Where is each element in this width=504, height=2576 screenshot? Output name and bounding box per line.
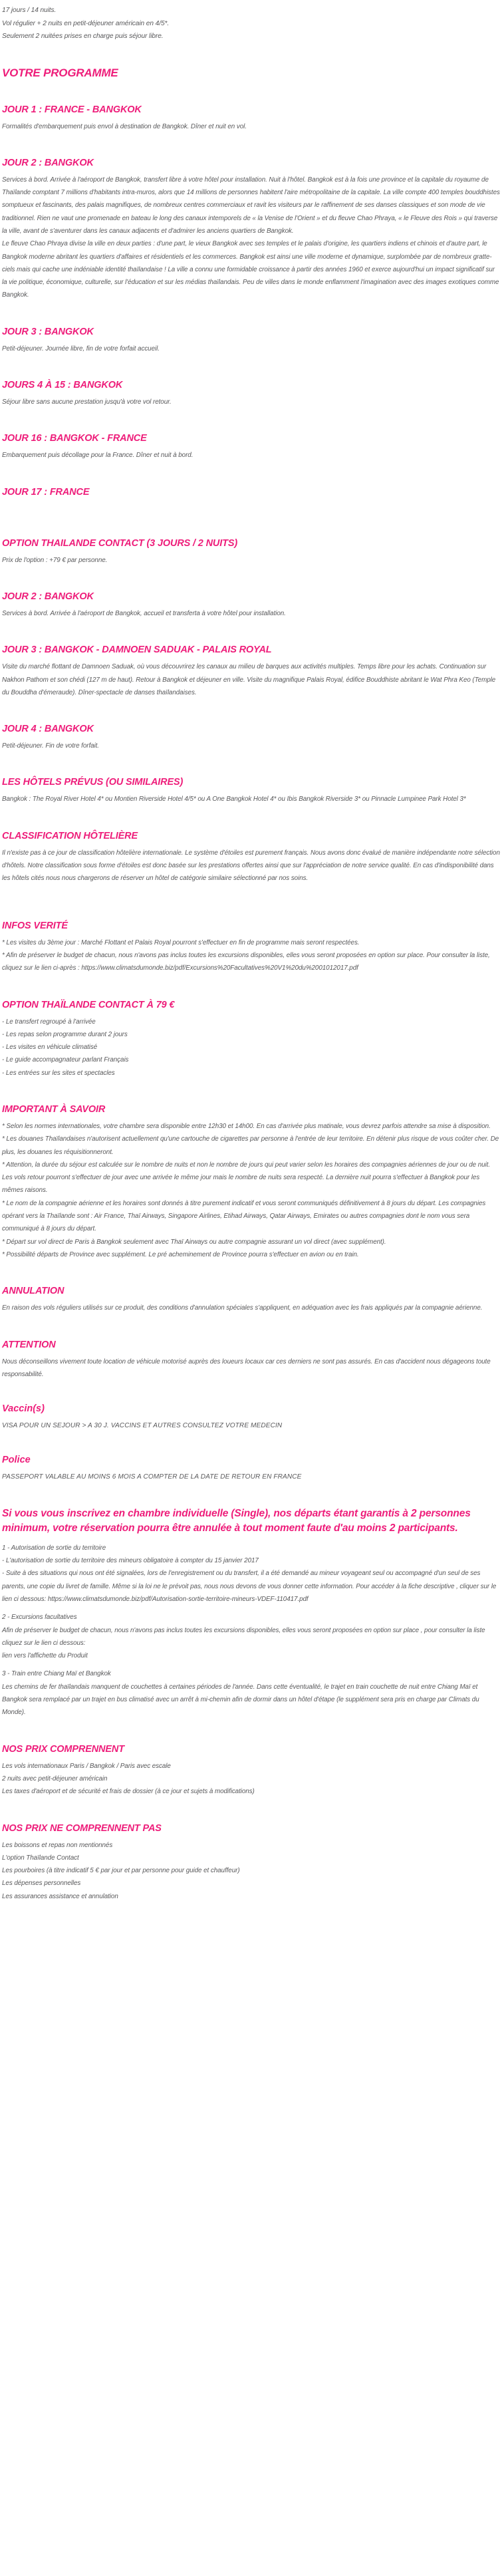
- day-2-heading: JOUR 2 : BANGKOK: [2, 157, 94, 168]
- intro-line-duration: 17 jours / 14 nuits.: [2, 7, 57, 14]
- attention-text: Nous déconseillons vivement toute location de véhicule motorisé auprès des loueurs locaux car ces derniers ne sont pas assurés. En cas d'accident nous dégageons toute responsabilité.: [2, 1358, 491, 1378]
- hotels-text: Bangkok : The Royal River Hotel 4* ou Montien Riverside Hotel 4/5* ou A One Bangkok Hotel 4* ou Ibis Bangkok Riverside 3* ou Pinnacle Lumpinee Park Hotel 3*: [2, 795, 466, 803]
- important-item-5: * Départ sur vol direct de Paris à Bangkok seulement avec Thaï Airways ou autre compagnie assurant un vol direct (avec supplément).: [2, 1238, 386, 1246]
- list-item: - Le guide accompagnateur parlant Français: [2, 1056, 129, 1064]
- important-heading: IMPORTANT À SAVOIR: [2, 1104, 106, 1115]
- autorisation-item-1: - L'autorisation de sortie du territoire des mineurs obligatoire à compter du 15 janvier 2017: [2, 1557, 259, 1565]
- list-item: Les vols internationaux Paris / Bangkok / Paris avec escale: [2, 1762, 171, 1770]
- intro-line-flight: Vol régulier + 2 nuits en petit-déjeuner américain en 4/5*.: [2, 19, 170, 27]
- important-item-1: * Selon les normes internationales, votre chambre sera disponible entre 12h30 et 14h00. En cas d'arrivée plus matinale, vous devrez parfois attendre sa mise à disposition.: [2, 1123, 491, 1130]
- option-contact-heading: OPTION THAILANDE CONTACT (3 JOURS / 2 NUITS): [2, 537, 238, 549]
- annulation-heading: ANNULATION: [2, 1286, 64, 1297]
- days-4-15-text: Séjour libre sans aucune prestation jusqu'à votre vol retour.: [2, 398, 172, 406]
- list-item: Les assurances assistance et annulation: [2, 1892, 118, 1900]
- important-item-3: * Attention, la durée du séjour est calculée sur le nombre de nuits et non le nombre de jours qui peut varier selon les horaires des compagnies aériennes de jour ou de nuit. Les vols retour pourront s'effectuer de jour avec une arrivée le même jour mais le nombre de nuits sera respecté. La dernière nuit pourra s'effectuer à Bangkok pour les mêmes raisons.: [2, 1161, 491, 1195]
- infos-verite-heading: INFOS VERITÉ: [2, 920, 68, 931]
- list-item: - Les visites en véhicule climatisé: [2, 1044, 98, 1052]
- day-16-heading: JOUR 16 : BANGKOK - FRANCE: [2, 433, 147, 444]
- list-item: - Les entrées sur les sites et spectacles: [2, 1069, 115, 1077]
- day-2-text: Services à bord. Arrivée à l'aéroport de Bangkok, transfert libre à votre hôtel pour installation. Nuit à l'hôtel. Bangkok est à la fois une province et la capitale du royaume de Thaïlande comptant 7 millions d'habitants intra-muros, alors que 14 millions de personnes habitent l'aire métropolitaine de la capitale. La ville compte 400 temples bouddhistes somptueux et fascinants, des palais magnifiques, de nombreux centres commerciaux et ravit les visiteurs par le raffinement de ses danses classiques et son mode de vie traditionnel. Rien ne vaut une promenade en bateau le long des canaux intemporels de « la Venise de l'Orient » et du fleuve Chao Phraya, « le Fleuve des Rois » qui traverse la ville, avant de s'aventurer dans les canaux adjacents et d'admirer les anciens quartiers de Bangkok.: [2, 176, 500, 235]
- day-16-text: Embarquement puis décollage pour la France. Dîner et nuit à bord.: [2, 452, 193, 460]
- chiang-mai-item-1: Les chemins de fer thaïlandais manquent de couchettes à certaines périodes de l'année. Dans cette éventualité, le trajet en train couchette de nuit entre Chiang Maï et Bangkok sera remplacé par un trajet en bus climatisé avec un arrêt à mi-chemin afin de dormir dans un hôtel d'étape (le supplément sera pris en charge par Climats du Monde).: [2, 1683, 479, 1717]
- programme-heading: VOTRE PROGRAMME: [2, 66, 118, 79]
- autorisation-item-2: - Suite à des situations qui nous ont été signalées, lors de l'enregistrement ou du transfert, il a été demandé au mineur voyageant seul ou accompagné d'un seul de ses parents, une copie du livret de famille. Même si la loi ne le prévoit pas, nous nous devons de vous donner cette information. Pour accéder à la fiche descriptive , cliquer sur le lien ci dessous: https://www.climatsdumonde.biz/pdf/Autorisation-sortie-territoire-mineurs-VDEF-110417.pdf: [2, 1570, 497, 1603]
- days-4-15-heading: JOURS 4 À 15 : BANGKOK: [2, 380, 123, 391]
- list-item: L'option Thaïlande Contact: [2, 1854, 79, 1862]
- list-item: Les taxes d'aéroport et de sécurité et frais de dossier (à ce jour et sujets à modifications): [2, 1788, 255, 1796]
- list-item: Les boissons et repas non mentionnés: [2, 1841, 113, 1849]
- day-1-heading: JOUR 1 : FRANCE - BANGKOK: [2, 104, 142, 115]
- day-17-heading: JOUR 17 : FRANCE: [2, 486, 90, 498]
- option-79-heading: OPTION THAÏLANDE CONTACT À 79 €: [2, 999, 175, 1010]
- option-day-2-heading: JOUR 2 : BANGKOK: [2, 591, 94, 602]
- option-day-3-heading: JOUR 3 : BANGKOK - DAMNOEN SADUAK - PALAIS ROYAL: [2, 644, 272, 656]
- day-3-heading: JOUR 3 : BANGKOK: [2, 326, 94, 337]
- hotels-heading: LES HÔTELS PRÉVUS (OU SIMILAIRES): [2, 777, 184, 788]
- autorisation-heading: 1 - Autorisation de sortie du territoire: [2, 1544, 106, 1552]
- annulation-text: En raison des vols réguliers utilisés sur ce produit, des conditions d'annulation spéciales s'appliquent, en adéquation avec les frais appliqués par la compagnie aérienne.: [2, 1304, 483, 1312]
- chiang-mai-heading: 3 - Train entre Chiang Maï et Bangkok: [2, 1670, 111, 1678]
- inclus-heading: NOS PRIX COMPRENNENT: [2, 1743, 124, 1755]
- police-heading: Police: [2, 1455, 31, 1466]
- police-text: PASSEPORT VALABLE AU MOINS 6 MOIS A COMPTER DE LA DATE DE RETOUR EN FRANCE: [2, 1473, 302, 1481]
- important-item-4: * Le nom de la compagnie aérienne et les horaires sont donnés à titre purement indicatif et vous seront communiqués définitivement à 8 jours du départ. Les compagnies opérant vers la Thaïlande sont : Air France, Thaï Airways, Singapore Airlines, Etihad Airways, Qatar Airways, Emirates ou autres compagnies dont le nom vous sera communiqué à 8 jours du départ.: [2, 1199, 486, 1233]
- excursions-link[interactable]: lien vers l'affichette du Produit: [2, 1652, 88, 1660]
- non-inclus-heading: NOS PRIX NE COMPRENNENT PAS: [2, 1822, 162, 1834]
- option-day-3-text: Visite du marché flottant de Damnoen Saduak, où vous découvrirez les canaux au milieu de barques aux activités multiples. Temps libre pour les achats. Continuation sur Nakhon Pathom et son chédi (127 m de haut). Retour à Bangkok et déjeuner en ville. Visite du magnifique Palais Royal, édifice Bouddhiste abritant le Wat Phra Keo (Temple du Bouddha d'émeraude). Dîner-spectacle de danses thaïlandaises.: [2, 663, 496, 696]
- list-item: Les dépenses personnelles: [2, 1880, 81, 1888]
- day-3-text: Petit-déjeuner. Journée libre, fin de votre forfait accueil.: [2, 345, 160, 353]
- option-79-list: [2, 1016, 500, 1079]
- option-contact-price: Prix de l'option : +79 € par personne.: [2, 556, 108, 564]
- list-item: - Le transfert regroupé à l'arrivée: [2, 1018, 96, 1026]
- list-item: - Les repas selon programme durant 2 jours: [2, 1030, 128, 1038]
- list-item: Les pourboires (à titre indicatif 5 € par jour et par personne pour guide et chauffeur): [2, 1867, 240, 1875]
- option-day-2-text: Services à bord. Arrivée à l'aéroport de Bangkok, accueil et transferta à votre hôtel pour installation.: [2, 609, 286, 617]
- infos-verite-item-1: * Les visites du 3ème jour : Marché Flottant et Palais Royal pourront s'effectuer en fin de programme mais seront respectées.: [2, 938, 360, 946]
- day-2-text-2: Le fleuve Chao Phraya divise la ville en deux parties : d'une part, le vieux Bangkok avec ses temples et le palais d'origine, les quartiers indiens et chinois et d'autre part, le Bangkok moderne abritant les quartiers d'affaires et résidentiels et les commerces. Bangkok est ainsi une ville moderne et dynamique, surplombée par de nombreux gratte-ciels mais qui cache une indéniable identité thaïlandaise ! La ville a connu une formidable croissance à partir des années 1960 et exerce aujourd'hui un impact significatif sur la vie politique, économique, culturelle, sur l'éducation et sur les médias thaïlandais. Peu de villes dans le monde enflamment l'imagination avec des images exotiques comme Bangkok.: [2, 240, 499, 299]
- option-day-4-heading: JOUR 4 : BANGKOK: [2, 724, 94, 735]
- vaccins-text: VISA POUR UN SEJOUR > A 30 J. VACCINS ET AUTRES CONSULTEZ VOTRE MEDECIN: [2, 1422, 283, 1430]
- single-room-warning: Si vous vous inscrivez en chambre individuelle (Single), nos départs étant garantis à 2 personnes minimum, votre réservation pourra être annulée à tout moment faute d'au moins 2 participants.: [2, 1507, 471, 1534]
- list-item: 2 nuits avec petit-déjeuner américain: [2, 1775, 108, 1783]
- classification-heading: CLASSIFICATION HÔTELIÈRE: [2, 830, 138, 841]
- classification-text: Il n'existe pas à ce jour de classification hôtelière internationale. Le système d'étoiles est purement français. Nous avons donc évalué de manière indépendante notre sélection d'hôtels. Notre classification sous forme d'étoiles est donc basée sur les prestations offertes ainsi que sur l'appréciation de notre service qualité. En cas d'indisponibilité dans les hôtels cités nous nous chargerons de réserver un hôtel de catégorie similaire sélectionné par nos soins.: [2, 849, 500, 883]
- important-item-6: * Possibilité départs de Province avec supplément. Le pré acheminement de Province pourra s'effectuer en avion ou en train.: [2, 1250, 359, 1258]
- day-1-text: Formalités d'embarquement puis envol à destination de Bangkok. Dîner et nuit en vol.: [2, 122, 247, 130]
- inclus-list: [2, 1760, 500, 1798]
- attention-heading: ATTENTION: [2, 1339, 56, 1350]
- intro-line-nights: Seulement 2 nuitées prises en charge puis séjour libre.: [2, 33, 164, 40]
- excursions-heading: 2 - Excursions facultatives: [2, 1614, 77, 1622]
- vaccins-heading: Vaccin(s): [2, 1403, 45, 1415]
- excursions-item-1: Afin de préserver le budget de chacun, nous n'avons pas inclus toutes les excursions disponibles, elles vous seront proposées en option sur place , pour consulter la liste cliquez sur le lien ci dessous:: [2, 1626, 485, 1647]
- infos-verite-item-2: * Afin de préserver le budget de chacun, nous n'avons pas inclus toutes les excursions disponibles, elles vous seront proposées en option sur place. Pour consulter la liste, cliquez sur le lien ci-après : https://www.climatsdumonde.biz/pdf/Excursions%20Facultatives%20V1%20du%2001012017.pdf: [2, 951, 490, 972]
- important-item-2: * Les douanes Thaïlandaises n'autorisent actuellement qu'une cartouche de cigarettes par personne à l'entrée de leur territoire. En détenir plus risque de vous coûter cher. De plus, les douanes les réquisitionneront.: [2, 1135, 499, 1156]
- option-day-4-text: Petit-déjeuner. Fin de votre forfait.: [2, 742, 99, 750]
- non-inclus-list: [2, 1839, 500, 1903]
